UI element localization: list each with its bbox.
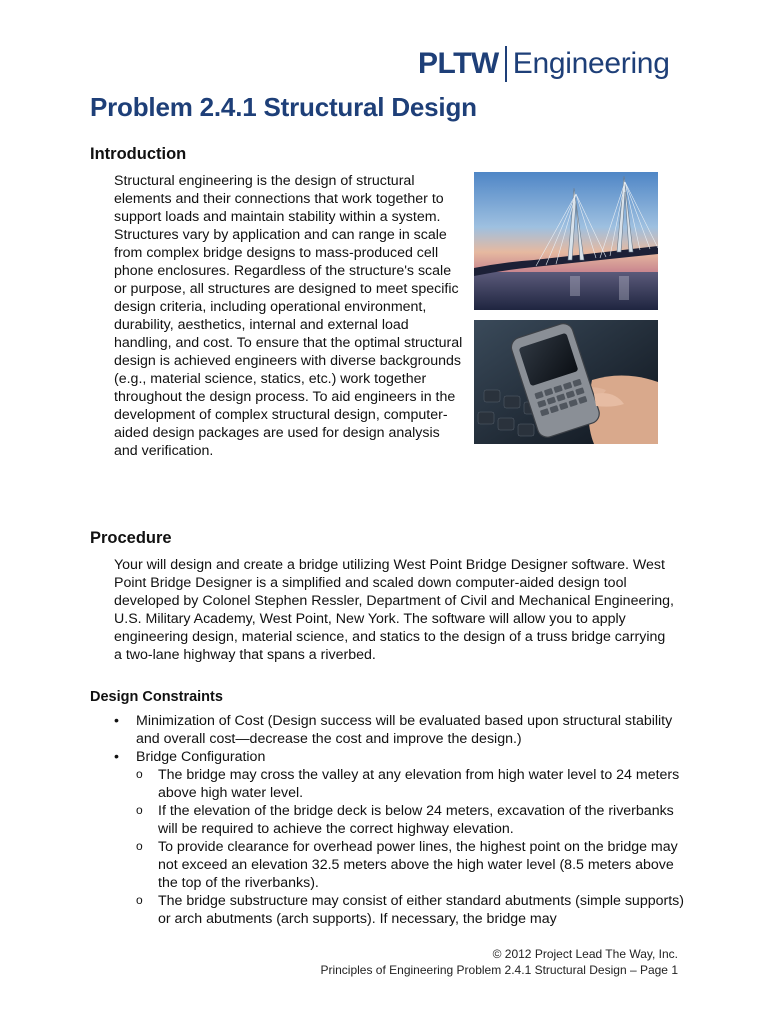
list-item <box>114 748 684 766</box>
footer-page-line: Principles of Engineering Problem 2.4.1 Structural Design – Page 1 <box>320 963 678 977</box>
sub-bullet-marker: o <box>136 767 143 781</box>
bridge-configuration-sublist <box>114 766 684 928</box>
introduction-paragraph: Structural engineering is the design of structural elements and their connections that work together to support loads and maintain stability within a system. Structures vary by application and can range in scale from complex bridge designs to mass-produced cell phone enclosures. Regardless of the structure's scale or purpose, all structures are designed to meet specific design criteria, including operational environment, durability, aesthetics, internal and external load handling, and cost. To ensure that the optimal structural design is achieved engineers with diverse backgrounds (e.g., material science, statics, etc.) work together throughout the design process. To aid engineers in the development of complex structural design, computer-aided design packages are used for design analysis and verification. <box>114 173 463 459</box>
page-footer <box>320 946 678 978</box>
sub-bullet-marker: o <box>136 803 143 817</box>
constraint-cost: Minimization of Cost (Design success will be evaluated based upon structural stability and overall cost—decrease the cost and improve the design.) <box>136 713 673 747</box>
sub-list-item <box>114 838 684 892</box>
pltw-engineering-logo <box>418 44 670 84</box>
design-constraints-heading: Design Constraints <box>90 689 223 705</box>
bridge-photo <box>474 172 658 310</box>
list-item <box>114 712 684 748</box>
sub-list-item <box>114 766 684 802</box>
footer-copyright: © 2012 Project Lead The Way, Inc. <box>492 947 678 961</box>
sublist-container <box>114 766 684 928</box>
sub-list-item <box>114 892 684 928</box>
procedure-paragraph: Your will design and create a bridge utilizing West Point Bridge Designer software. West Point Bridge Designer is a simplified and scaled down computer-aided design tool developed by Colonel Stephen Ressler, Department of Civil and Mechanical Engineering, U.S. Military Academy, West Point, New York. The software will allow you to apply engineering design, material science, and statics to the design of a truss bridge carrying a two-lane highway that spans a riverbed. <box>114 557 674 663</box>
sub-item-text: To provide clearance for overhead power lines, the highest point on the bridge may not exceed an elevation 32.5 meters above the high water level (8.5 meters above the top of the riverbanks). <box>158 839 678 891</box>
cell-phone-photo <box>474 320 658 444</box>
logo-brand: PLTW <box>418 47 499 80</box>
constraint-bridge-configuration: Bridge Configuration <box>136 749 266 765</box>
procedure-heading: Procedure <box>90 529 172 547</box>
bullet-marker: • <box>114 713 119 729</box>
logo-divider <box>505 46 507 82</box>
design-constraints-list <box>114 712 684 928</box>
sub-item-text: The bridge may cross the valley at any elevation from high water level to 24 meters above high water level. <box>158 767 680 801</box>
bullet-marker: • <box>114 749 119 765</box>
sub-list-item <box>114 802 684 838</box>
sub-item-text: If the elevation of the bridge deck is below 24 meters, excavation of the riverbanks will be required to achieve the correct highway elevation. <box>158 803 674 837</box>
sub-item-text: The bridge substructure may consist of either standard abutments (simple supports) or arch abutments (arch supports). If necessary, the bridge may <box>158 893 684 927</box>
page-title: Problem 2.4.1 Structural Design <box>90 92 477 122</box>
introduction-heading: Introduction <box>90 145 187 163</box>
logo-subtitle: Engineering <box>512 47 670 80</box>
sub-bullet-marker: o <box>136 893 143 907</box>
sub-bullet-marker: o <box>136 839 143 853</box>
